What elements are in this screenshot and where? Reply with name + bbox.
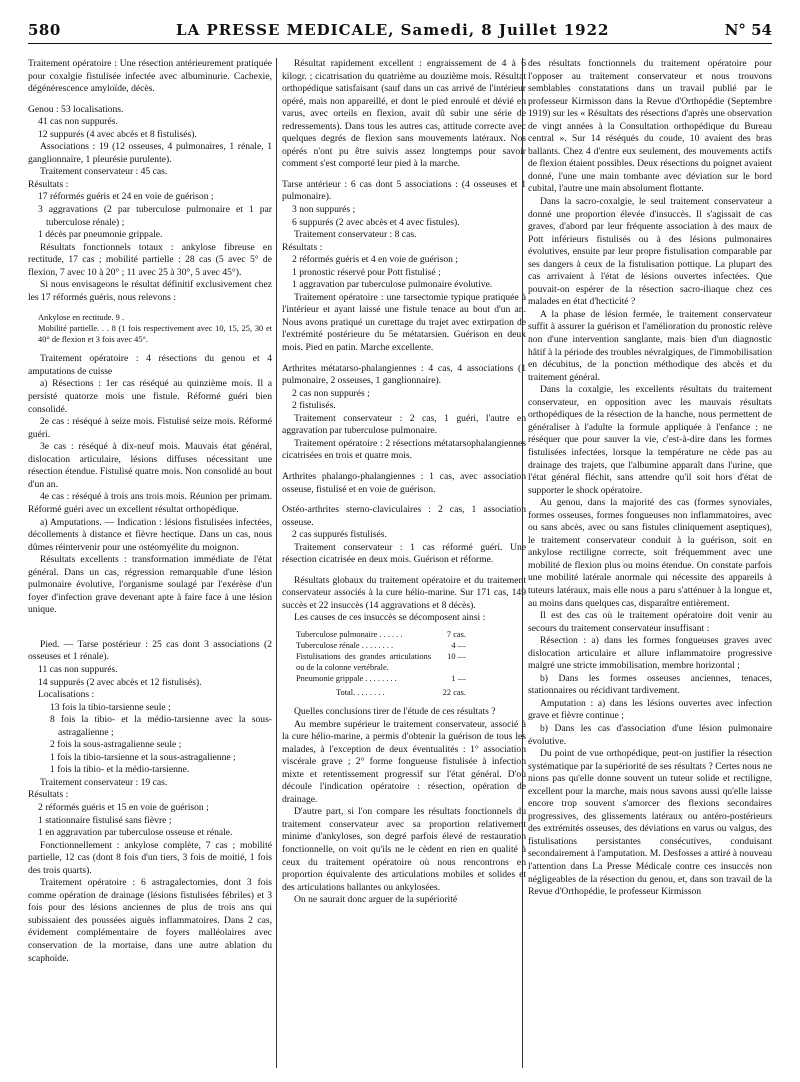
paragraph: a) Résections : 1er cas réséqué au quinzième mois. Il a persisté quatorze mois une fistule. Réformé guéri bien consolidé.	[28, 378, 272, 415]
paragraph: Traitement conservateur : 45 cas.	[40, 166, 168, 178]
list-item: 1 fois la tibio- et la médio-tarsienne.	[50, 764, 190, 776]
journal-title: LA PRESSE MEDICALE, Samedi, 8 Juillet 1922	[176, 21, 610, 39]
subheading: Résultats :	[28, 178, 69, 190]
list-item: 1 fois la tibio-tarsienne et la sous-astragalienne ;	[50, 751, 236, 763]
list-item: 1 décès par pneumonie grippale.	[38, 229, 163, 241]
subheading: Localisations :	[38, 689, 95, 701]
paragraph: b) Dans les cas d'association d'une lésion pulmonaire évolutive.	[528, 722, 772, 747]
section-heading-metatarso: Arthrites métatarso-phalangiennes : 4 cas, 4 associations (1 pulmonaire, 2 osseuses, 1 ganglionnaire).	[282, 362, 526, 387]
section-heading-tarse-anterieur: Tarse antérieur : 6 cas dont 5 associations : (4 osseuses et 1 pulmonaire).	[282, 178, 526, 203]
table-cell-value: 1 —	[451, 673, 466, 683]
paragraph: D'autre part, si l'on compare les résultats fonctionnels du traitement conservateur avec sa proportion relativement minime d'ankyloses, son degré parfois élevé de restauration fonctionnelle, on voit qu'ils ne le cèdent en rien en qualité à ceux du traitement opératoire où nous rencontrons en proportion équivalente des articulations mobiles et solides et des articulations ballantes ou ankylosées.	[282, 806, 526, 893]
list-item: 12 suppurés (4 avec abcès et 8 fistulisés).	[38, 128, 197, 140]
table-cell-value: 10 —	[447, 651, 466, 661]
section-heading-sterno: Ostéo-arthrites sterno-claviculaires : 2 cas, 1 association osseuse.	[282, 504, 526, 528]
table-row	[296, 640, 466, 651]
paragraph: 3e cas : réséqué à dix-neuf mois. Mauvais état général, dislocation articulaire, lésions diffuses nécessitant une résection étendue. Fistulisé quatre mois. Non consolidé au bout d'un an.	[28, 441, 272, 490]
paragraph: Amputation : a) dans les lésions ouvertes avec infection grave et fièvre continue ;	[528, 697, 772, 722]
table-total-label: Total. . . . . . . .	[336, 687, 385, 697]
paragraph: 4e cas : réséqué à trois ans trois mois. Réunion per primam. Réformé guéri avec un excellent résultat orthopédique.	[28, 491, 272, 515]
column-divider	[276, 58, 277, 1068]
paragraph: Traitement opératoire : 6 astragalectomies, dont 3 fois comme opération de drainage (lésions fistulisées fébriles) et 3 fois pour des lésions anciennes de plus de trois ans qui subissaient des poussées aiguës inflammatoires. Dans 2 cas, évidement complémentaire de foyers malléolaires avec conservation de la mortaise, dans une autre ablation du scaphoïde.	[28, 877, 272, 964]
paragraph: Traitement conservateur : 8 cas.	[294, 229, 417, 241]
paragraph: Résultats excellents : transformation immédiate de l'état général. Dans un cas, régression remarquable d'une lésion pulmonaire évolutive, l'organisme soulagé par l'exérèse d'un foyer d'infection grave devenant apte à faire face à une lésion unique.	[28, 554, 272, 616]
table-cell-value: 4 —	[451, 640, 466, 650]
list-item: 1 stationnaire fistulisé sans fièvre ;	[38, 814, 172, 826]
list-item: 11 cas non suppurés.	[38, 663, 118, 675]
paragraph: Traitement conservateur : 2 cas, 1 guéri, l'autre en aggravation par tuberculose pulmonaire.	[282, 412, 526, 437]
table-row	[296, 629, 466, 640]
table-total-value: 22 cas.	[442, 687, 466, 697]
paragraph: Du point de vue orthopédique, peut-on justifier la résection systématique par la supériorité de ses résultats ? Certes nous ne nions pas qu'elle donne souvent un tuteur solide et rectiligne, excellent pour la marche, mais nous savons aussi qu'elle laisse encore trop souvent s'amorcer des flexions secondaires progressives, des glissements latéraux ou antéro-postérieurs des extrémités osseuses, des déviations en varus ou valgus, des fistulisations persistantes consécutives, conduisant secondairement à l'amputation. M. Desfosses a attiré à nouveau l'attention dans La Presse Médicale contre ces insuccès non négligeables de la résection du genou, et, dans son travail de la Revue d'Orthopédie, le professeur Kirmisson	[528, 748, 772, 898]
page-number: 580	[28, 21, 61, 39]
list-item: 1 aggravation par tuberculose pulmonaire évolutive.	[292, 279, 493, 291]
paragraph: Au genou, dans la majorité des cas (formes synoviales, formes osseuses, formes fongueuses non inflammatoires, avec ou sans abcès, avec ou sans fistules cliniquement aseptiques), le traitement conservateur conduit à la guérison, soit en ankylose rectiligne correcte, soit fréquemment avec une mobilité de flexion plus ou moins étendue. On constate parfois une mobilité latérale anormale qui nécessite des appareils à tuteurs latéraux, mais elle nous a paru s'atténuer à la longue et, au moins dans quelques cas, disparaître entièrement.	[528, 497, 772, 609]
table-total-row	[296, 687, 466, 698]
paragraph: Résection : a) dans les formes fongueuses graves avec dislocation articulaire et allure inflammatoire progressive malgré une stricte immobilisation, membre horizontal ;	[528, 635, 772, 672]
section-heading-phalango: Arthrites phalango-phalangiennes : 1 cas, avec association osseuse, fistulisé et en voie de guérison.	[282, 470, 526, 495]
list-item: Ankylose en rectitude. 9 .	[38, 313, 125, 323]
text-column-3	[528, 58, 772, 1076]
list-item: 1 pronostic réservé pour Pott fistulisé ;	[292, 266, 441, 278]
table-cell-label: Fistulisations des grandes articulations ou de la colonne vertébrale.	[296, 651, 431, 672]
paragraph: Au membre supérieur le traitement conservateur, associé à la cure hélio-marine, a permis d'obtenir la guérison de tous les malades, à l'exception de deux éventualités : 1° association viscérale grave ; 2° forme fongueuse fistulisée à infection mixte et retentissement progressif sur l'état général. D'où découle l'indication opératoire : résection, opération de drainage.	[282, 718, 526, 805]
paragraph: Traitement conservateur : 19 cas.	[40, 776, 168, 788]
paragraph: Si nous envisageons le résultat définitif exclusivement chez les 17 réformés guéris, nous relevons :	[28, 279, 272, 303]
paragraph: Traitement conservateur : 1 cas réformé guéri. Une résection cicatrisée en deux mois. Guérison et réforme.	[282, 541, 526, 566]
table-cell-label: Tuberculose pulmonaire . . . . . .	[296, 629, 403, 639]
list-item: 2 fistulisés.	[292, 400, 336, 412]
list-item: Mobilité partielle. . . 8 (1 fois respectivement avec 10, 15, 25, 30 et 40° de flexion et 3 fois avec 45°.	[38, 324, 272, 345]
table-cell-value: 7 cas.	[446, 629, 466, 639]
insucces-table	[296, 629, 526, 698]
subheading: Résultats :	[282, 241, 323, 253]
section-heading-genou: Genou : 53 localisations.	[28, 103, 124, 115]
text-column-1	[28, 58, 272, 1076]
paragraph: Les causes de ces insuccès se décomposent ainsi :	[294, 612, 486, 624]
section-heading-pied: Pied. — Tarse postérieur : 25 cas dont 3 associations (2 osseuses et 1 rénale).	[28, 638, 272, 663]
list-item: 13 fois la tibio-tarsienne seule ;	[50, 701, 171, 713]
paragraph: Associations : 19 (12 osseuses, 4 pulmonaires, 1 rénale, 1 ganglionnaire, 1 pleurésie purulente).	[28, 141, 272, 165]
subheading: Résultats :	[28, 789, 69, 801]
issue-number: N° 54	[724, 21, 772, 39]
list-item: 8 fois la tibio- et la médio-tarsienne avec la sous-astragalienne ;	[50, 714, 272, 738]
table-cell-label: Pneumonie grippale . . . . . . . .	[296, 673, 397, 683]
list-item: 2 fois la sous-astragalienne seule ;	[50, 739, 182, 751]
list-item: 2 réformés guéris et 4 en voie de guérison ;	[292, 254, 458, 266]
paragraph: Il est des cas où le traitement opératoire doit venir au secours du traitement conservateur insuffisant :	[528, 610, 772, 634]
paragraph: A la phase de lésion fermée, le traitement conservateur suffit à assurer la guérison et l'amélioration du pronostic relève non d'une intervention sanglante, mais bien d'un diagnostic hâtif à la période des troubles névralgiques, de l'immobilisation en décubitus, de la ponction méthodique des abcès et du traitement général.	[528, 308, 772, 383]
paragraph: a) Amputations. — Indication : lésions fistulisées infectées, décollements à distance et fièvre hectique. Dans un cas, nous dûmes réintervenir pour une ostéomyélite du moignon.	[28, 516, 272, 553]
list-item: 2 réformés guéris et 15 en voie de guérison ;	[38, 801, 209, 813]
table-cell-label: Tuberculose rénale . . . . . . . .	[296, 640, 394, 650]
paragraph: Résultat rapidement excellent : engraissement de 4 à 6 kilogr. ; cicatrisation du quatrième au douzième mois. Résultat orthopédique satisfaisant (sauf dans un cas arrivé de l'intérieur opéré, mais non appareillé, et dont le pied enroulé et dévié en varus, avec orteils en flexion, avait dû subir une série de redressements). Dans tous les autres cas, attitude correcte avec quelques degrés de flexion sans mouvements latéraux. Nos opérés n'ont pu être suivis assez longtemps pour savoir comment s'est comporté leur pied à la marche.	[282, 58, 526, 170]
list-item: 3 non suppurés ;	[292, 204, 356, 216]
paragraph: On ne saurait donc arguer de la supériorité	[294, 894, 458, 906]
list-item: 6 suppurés (2 avec abcès et 4 avec fistules).	[292, 216, 460, 228]
paragraph: Traitement opératoire : 4 résections du genou et 4 amputations de cuisse	[28, 353, 272, 377]
paragraph: Traitement opératoire : une tarsectomie typique pratiquée à l'intérieur et ayant laissé une fistule tenace au bout d'un an. Nous avons pratiqué un curettage du trajet avec extirpation de l'extrémité postérieure du 5e métatarsien. Guérison en deux mois. Pied en patin. Marche excellente.	[282, 291, 526, 354]
table-row	[296, 651, 466, 673]
paragraph: Dans la sacro-coxalgie, le seul traitement conservateur a donné une proportion élevée d'insuccès. Il s'agissait de cas graves, d'abord par leur fréquente association à des maux de Pott inférieurs fistulisés ou à des lésions pulmonaires évolutives, ensuite par leur propre fistulisation comparable par ses dangers à ceux de la fistulisation pottique. La plupart des cas arrivaient à l'état de lésions ouvertes infectées. Que pouvait-on espérer de la résection sacro-iliaque chez ces malades en état d'hecticité ?	[528, 196, 772, 308]
paragraph: Résultats fonctionnels totaux : ankylose fibreuse en rectitude, 17 cas ; mobilité partielle : 28 cas (5 avec 5° de flexion, 7 avec 10 à 20° ; 11 avec 25 à 30°, 5 avec 45°).	[28, 241, 272, 278]
list-item: 14 suppurés (2 avec abcès et 12 fistulisés).	[38, 676, 202, 688]
paragraph: Résultats globaux du traitement opératoire et du traitement conservateur associés à la cure hélio-marine. Sur 171 cas, 149 succès et 22 insuccès (14 aggravations et 8 décès).	[282, 574, 526, 611]
paragraph: Dans la coxalgie, les excellents résultats du traitement conservateur, en opposition avec les mauvais résultats orthopédiques de la résection de la hanche, nous permettent de généraliser à l'adulte la formule appliquée à l'enfance : ne réséquer que pour sauver la vie, c'est-à-dire dans les formes fistulisées infectées, lorsque la température ne cède pas au drainage des trajets, que l'albumine apparaît dans l'urine, que l'état général fléchit, sans attendre qu'il soit hors d'état de supporter le shock opératoire.	[528, 384, 772, 496]
paragraph: Quelles conclusions tirer de l'étude de ces résultats ?	[294, 705, 496, 717]
paragraph: des résultats fonctionnels du traitement opératoire pour l'opposer au traitement conservateur et nous trouvons semblables constatations dans un travail publié par le professeur Kirmisson dans la Revue d'Orthopédie (Septembre 1919) sur les « Résultats des résections d'après une observation de vingt années à la Consultation orthopédique du Bureau central ». Sur 14 réséqués du coude, 10 avaient des bras ballants. Chez 4 d'entre eux seulement, des mouvements actifs de flexion étaient possibles. Deux résections du poignet avaient donné, l'une une main tombante avec déviation sur le bord cubital, l'autre une main absolument flottante.	[528, 58, 772, 195]
page-header	[28, 0, 772, 44]
list-item: 1 en aggravation par tuberculose osseuse et rénale.	[38, 827, 233, 839]
list-item: 2 cas suppurés fistulisés.	[292, 529, 387, 541]
paragraph: Traitement opératoire : 2 résections métatarsophalangiennes cicatrisées en trois et quatre mois.	[282, 437, 526, 462]
list-item: 2 cas non suppurés ;	[292, 387, 370, 399]
text-column-2	[282, 58, 526, 1076]
paragraph: Traitement opératoire : Une résection antérieurement pratiquée pour coxalgie fistulisée infectée avec albuminurie. Cachexie, dégénérescence amyloïde, décès.	[28, 58, 272, 95]
paragraph: Fonctionnellement : ankylose complète, 7 cas ; mobilité partielle, 12 cas (dont 8 fois d'un tiers, 3 fois de moitié, 1 fois des trois quarts).	[28, 839, 272, 876]
list-item: 17 réformés guéris et 24 en voie de guérison ;	[38, 191, 214, 203]
paragraph: 2e cas : réséqué à seize mois. Fistulisé seize mois. Réformé guéri.	[28, 416, 272, 440]
list-item: 41 cas non suppurés.	[38, 116, 118, 128]
list-item: 3 aggravations (2 par tuberculose pulmonaire et 1 par tuberculose rénale) ;	[38, 204, 272, 228]
paragraph: b) Dans les formes osseuses anciennes, tenaces, stationnaires ou récidivant tardivement.	[528, 672, 772, 697]
table-row	[296, 673, 466, 684]
